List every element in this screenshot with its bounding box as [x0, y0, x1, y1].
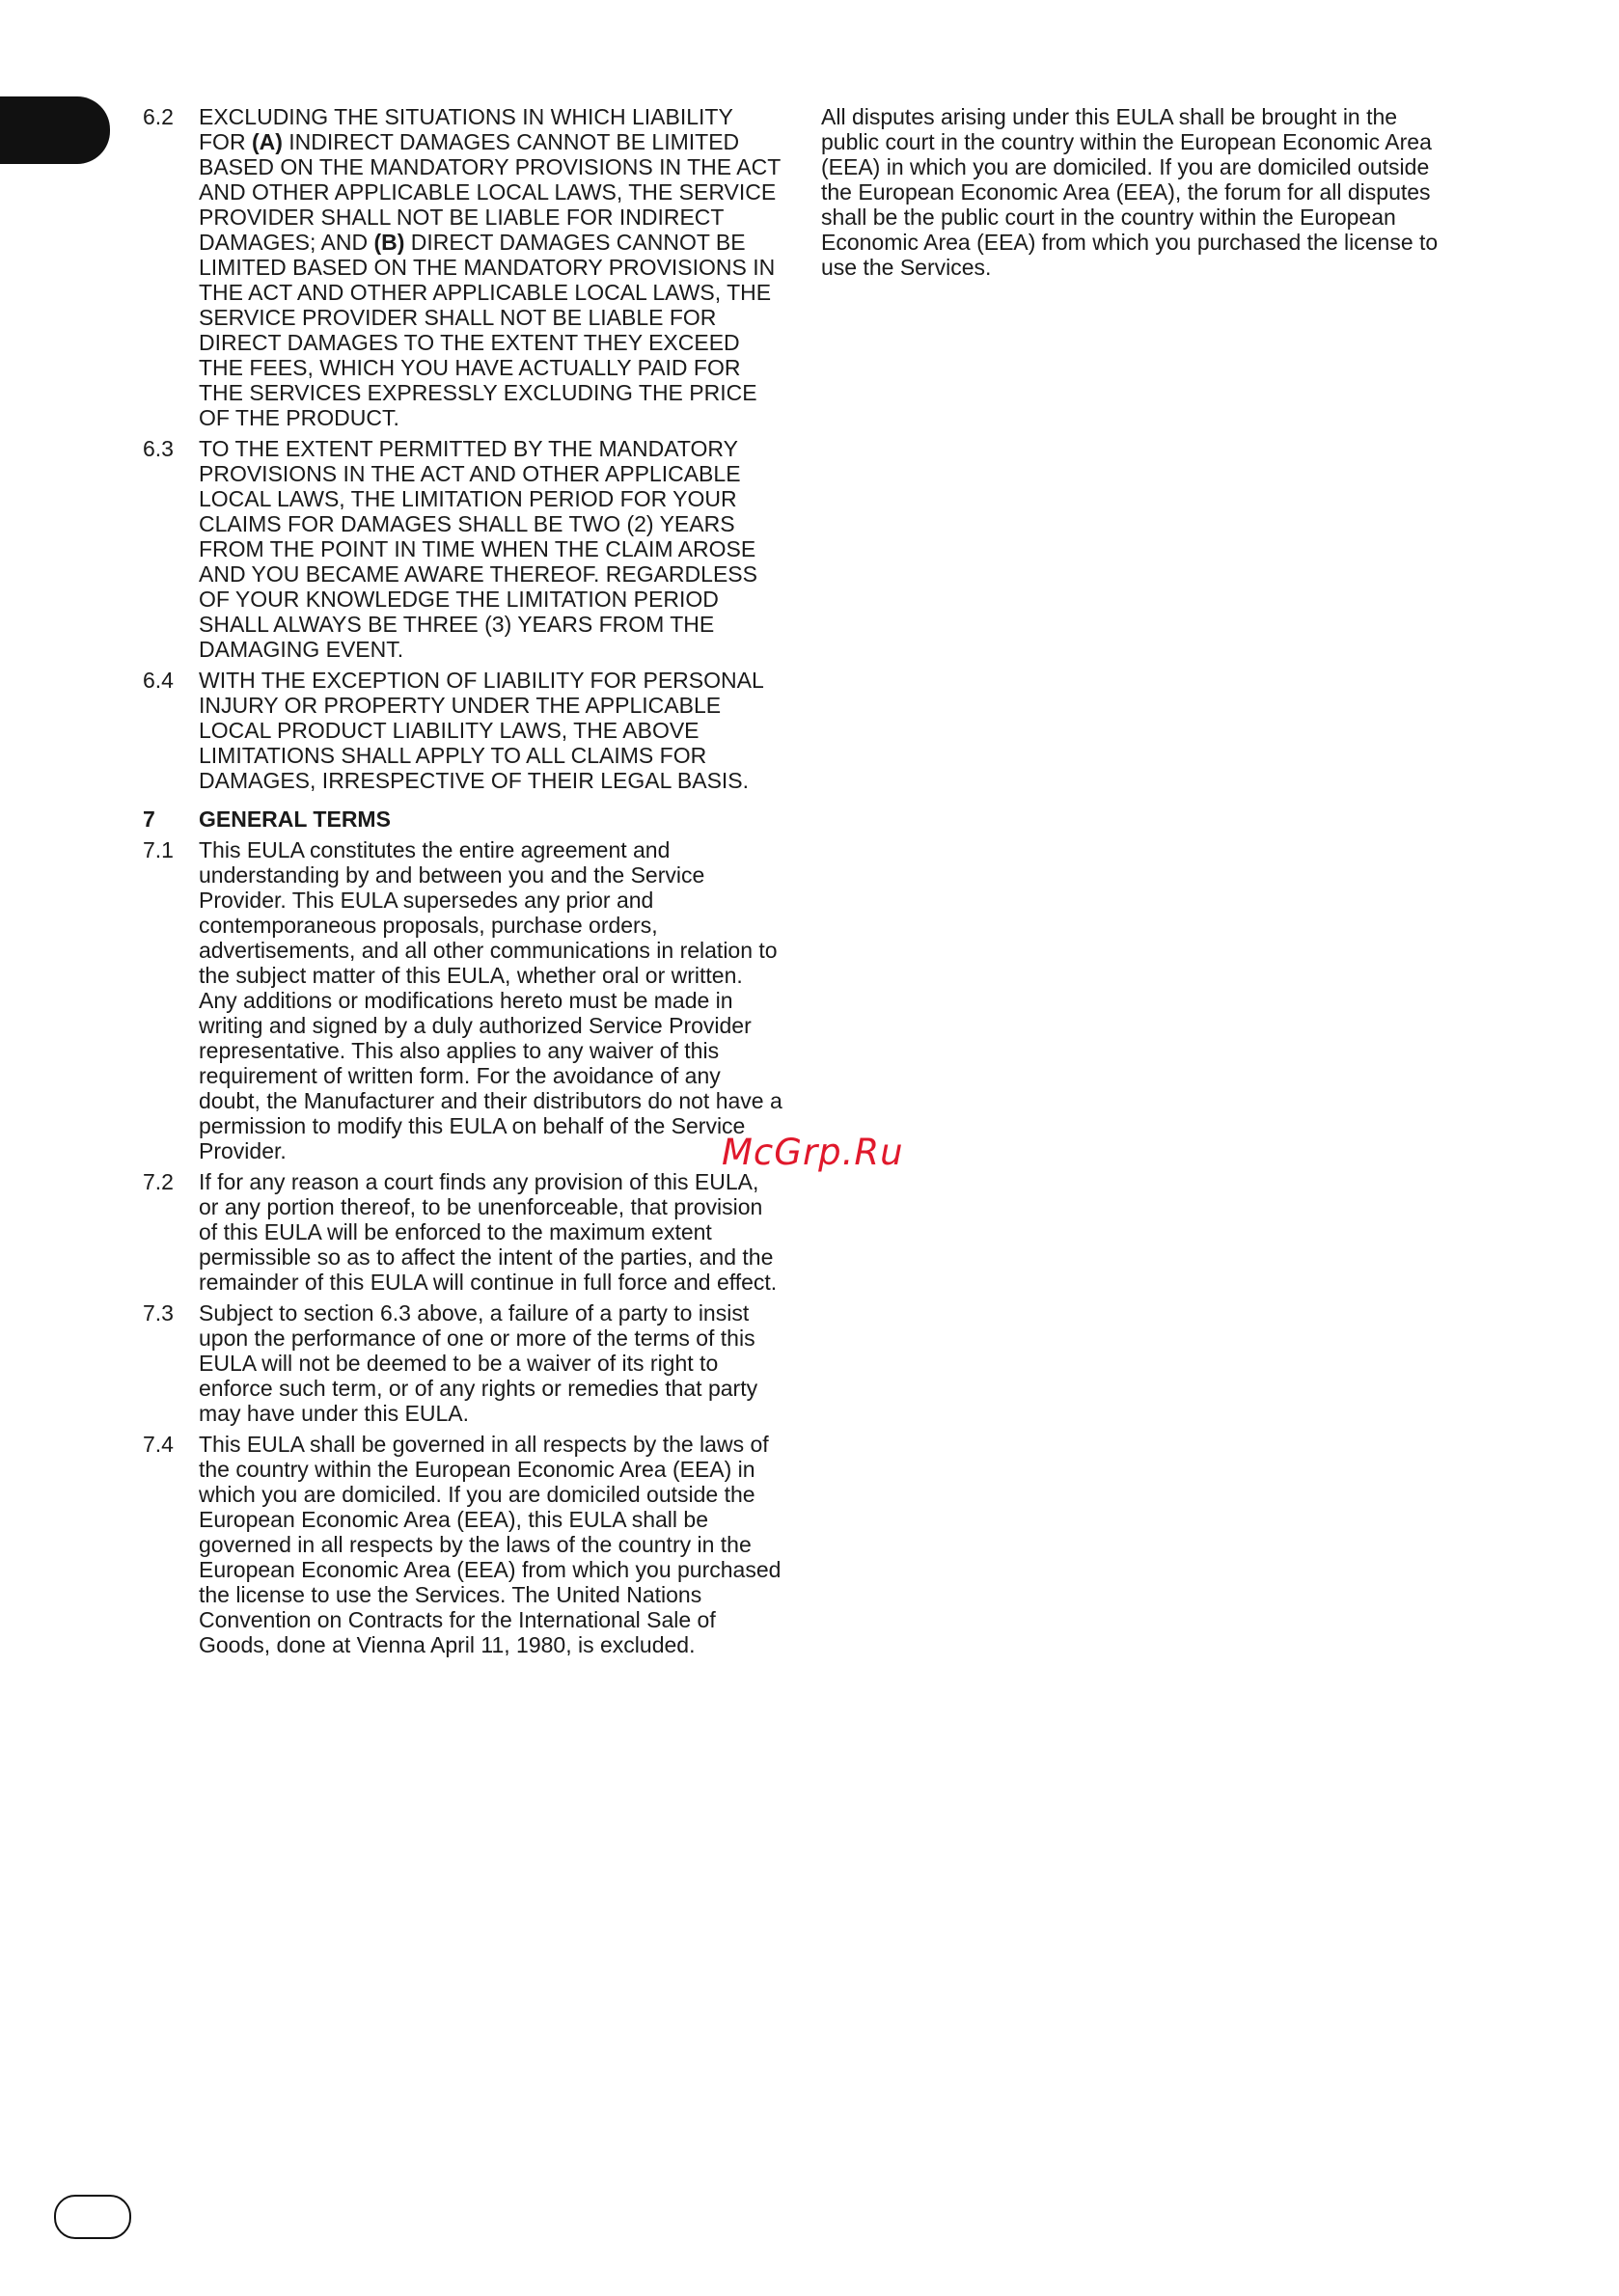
clause-7-1	[143, 837, 784, 1163]
clause-text: WITH THE EXCEPTION OF LIABILITY FOR PERSONAL INJURY OR PROPERTY UNDER THE APPLICABLE LOCAL PRODUCT LIABILITY LAWS, THE ABOVE LIMITATIONS SHALL APPLY TO ALL CLAIMS FOR DAMAGES, IRRESPECTIVE OF THEIR LEGAL BASIS.	[199, 668, 763, 793]
right-column	[821, 104, 1458, 280]
clause-number: 7.3	[143, 1300, 174, 1326]
clause-6-3	[143, 436, 784, 662]
clause-text: If for any reason a court finds any provision of this EULA, or any portion thereof, to be unenforceable, that provision of this EULA will be enforced to the maximum extent permissible so as to affect the intent of the parties, and the remainder of this EULA will continue in full force and effect.	[199, 1169, 778, 1295]
clause-7-3	[143, 1300, 784, 1426]
left-column	[143, 104, 784, 1663]
clause-7-4	[143, 1432, 784, 1657]
clause-number: 6.4	[143, 668, 174, 693]
clause-text: Subject to section 6.3 above, a failure of a party to insist upon the performance of one or more of the terms of this EULA will not be deemed to be a waiver of its right to enforce such term, or of any rights or remedies that party may have under this EULA.	[199, 1300, 758, 1426]
clause-6-2	[143, 104, 784, 430]
clause-text: This EULA shall be governed in all respects by the laws of the country within the European Economic Area (EEA) in which you are domiciled. If you are domiciled outside the European Economic Area (EEA), this EULA shall be governed in all respects by the laws of the country in the European Economic Area (EEA) from which you purchased the license to use the Services. The United Nations Convention on Contracts for the International Sale of Goods, done at Vienna April 11, 1980, is excluded.	[199, 1432, 782, 1657]
clause-text: EXCLUDING THE SITUATIONS IN WHICH LIABILITY FOR (A) INDIRECT DAMAGES CANNOT BE LIMITED BASED ON THE MANDATORY PROVISIONS IN THE ACT AND OTHER APPLICABLE LOCAL LAWS, THE SERVICE PROVIDER SHALL NOT BE LIABLE FOR INDIRECT DAMAGES; AND (B) DIRECT DAMAGES CANNOT BE LIMITED BASED ON THE MANDATORY PROVISIONS IN THE ACT AND OTHER APPLICABLE LOCAL LAWS, THE SERVICE PROVIDER SHALL NOT BE LIABLE FOR DIRECT DAMAGES TO THE EXTENT THEY EXCEED THE FEES, WHICH YOU HAVE ACTUALLY PAID FOR THE SERVICES EXPRESSLY EXCLUDING THE PRICE OF THE PRODUCT.	[199, 104, 781, 430]
section-tab-marker	[0, 96, 110, 164]
clause-number: 6.2	[143, 104, 174, 129]
clause-number: 7.2	[143, 1169, 174, 1194]
section-number: 7	[143, 806, 155, 832]
clause-number: 6.3	[143, 436, 174, 461]
disputes-paragraph: All disputes arising under this EULA shall be brought in the public court in the country within the European Economic Area (EEA) in which you are domiciled. If you are domiciled outside the European Economic Area (EEA), the forum for all disputes shall be the public court in the country within the European Economic Area (EEA) from which you purchased the license to use the Services.	[821, 104, 1439, 280]
watermark: McGrp.Ru	[722, 1132, 904, 1173]
section-heading-7	[143, 806, 784, 832]
clause-number: 7.4	[143, 1432, 174, 1457]
clause-text: TO THE EXTENT PERMITTED BY THE MANDATORY PROVISIONS IN THE ACT AND OTHER APPLICABLE LOCAL LAWS, THE LIMITATION PERIOD FOR YOUR CLAIMS FOR DAMAGES SHALL BE TWO (2) YEARS FROM THE POINT IN TIME WHEN THE CLAIM AROSE AND YOU BECAME AWARE THEREOF. REGARDLESS OF YOUR KNOWLEDGE THE LIMITATION PERIOD SHALL ALWAYS BE THREE (3) YEARS FROM THE DAMAGING EVENT.	[199, 436, 757, 662]
page-number-badge	[54, 2195, 131, 2239]
section-title: GENERAL TERMS	[199, 806, 391, 832]
clause-7-2	[143, 1169, 784, 1295]
clause-number: 7.1	[143, 837, 174, 862]
clause-6-4	[143, 668, 784, 793]
clause-text: This EULA constitutes the entire agreement and understanding by and between you and the Service Provider. This EULA supersedes any prior and contemporaneous proposals, purchase orders, advertisements, and all other communications in relation to the subject matter of this EULA, whether oral or written. Any additions or modifications hereto must be made in writing and signed by a duly authorized Service Provider representative. This also applies to any waiver of this requirement of written form. For the avoidance of any doubt, the Manufacturer and their distributors do not have a permission to modify this EULA on behalf of the Service Provider.	[199, 837, 782, 1163]
